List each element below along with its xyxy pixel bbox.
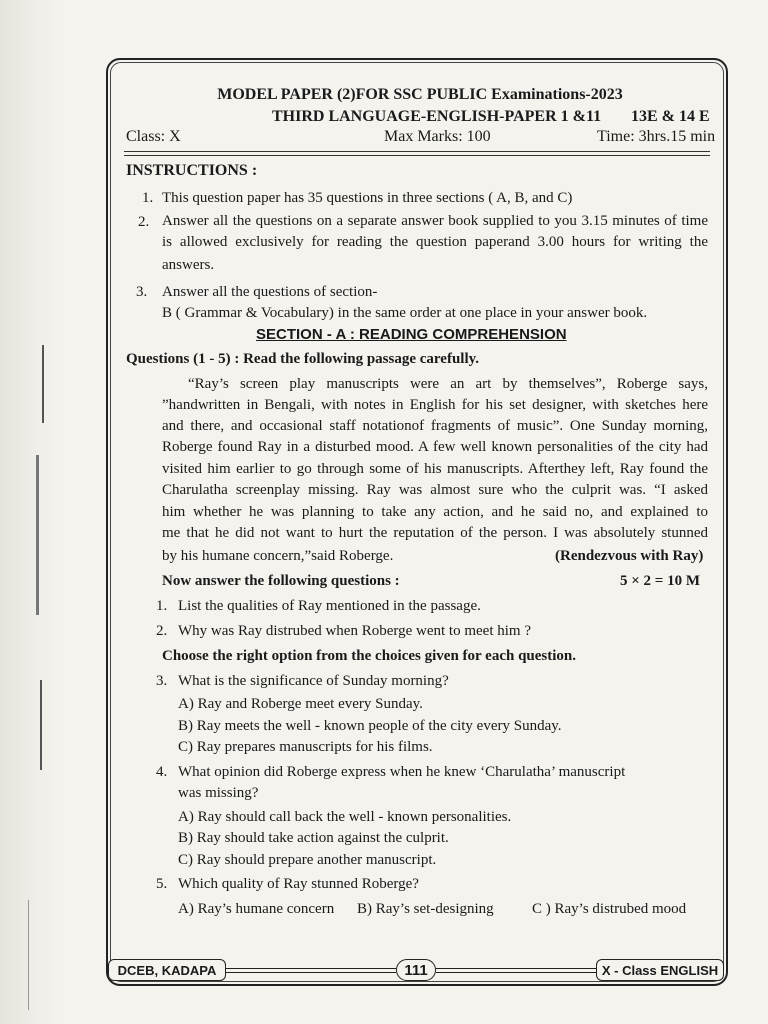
passage-line: ”handwritten in Bengali, with notes in English for his set designer, with sketches here	[162, 397, 708, 413]
max-marks: Max Marks: 100	[384, 128, 491, 145]
paper-subtitle: THIRD LANGUAGE-ENGLISH-PAPER 1 &11	[272, 108, 602, 125]
passage-line: visited him earlier to go through some of his manuscripts. Afterthey left, Ray found the	[162, 461, 708, 477]
question-text: What is the significance of Sunday morning?	[178, 673, 449, 689]
option-a: A) Ray should call back the well - known personalities.	[178, 809, 512, 825]
page-number: 111	[396, 959, 436, 981]
question-number: 3.	[156, 673, 168, 689]
passage-line: Roberge found Ray in a disturbed mood. A few well known personalities of the city had	[162, 439, 708, 455]
instruction-text: Answer all the questions on a separate answer book supplied to you 3.15 minutes of time	[162, 213, 708, 229]
instruction-number: 2.	[138, 214, 150, 230]
answer-instruction: Now answer the following questions :	[162, 573, 400, 589]
question-number: 4.	[156, 764, 168, 780]
footer-publisher: DCEB, KADAPA	[108, 959, 226, 981]
class-label: Class: X	[126, 128, 181, 145]
option-a: A) Ray and Roberge meet every Sunday.	[178, 696, 423, 712]
marks-allocation: 5 × 2 = 10 M	[620, 573, 701, 589]
option-b: B) Ray’s set-designing	[357, 901, 494, 917]
passage-line: Charulatha screenplay missing. Ray was almost sure who the culprit was. “I asked	[162, 482, 708, 498]
header-divider	[124, 155, 710, 156]
passage-line: him whether he was planning to take any action, and he said no, and explained to	[162, 504, 708, 520]
scan-edge	[0, 0, 60, 1024]
instruction-number: 1.	[142, 190, 154, 206]
passage-line: by his humane concern,”said Roberge.	[162, 548, 394, 564]
instruction-text: This question paper has 35 questions in three sections ( A, B, and C)	[162, 190, 573, 206]
passage-line: “Ray’s screen play manuscripts were an art by themselves”, Roberge says,	[188, 376, 708, 392]
option-b: B) Ray should take action against the culprit.	[178, 830, 449, 846]
option-c: C) Ray should prepare another manuscript.	[178, 852, 437, 868]
question-text: Which quality of Ray stunned Roberge?	[178, 876, 419, 892]
header-divider	[124, 151, 710, 152]
instruction-text: Answer all the questions of section-	[162, 284, 378, 300]
paper-title: MODEL PAPER (2)FOR SSC PUBLIC Examinations-2023	[217, 86, 623, 103]
passage-line: and there, and occasional staff notationof fragments of music”. One Sunday morning,	[162, 418, 708, 434]
question-text: What opinion did Roberge express when he knew ‘Charulatha’ manuscript	[178, 764, 626, 780]
option-c: C ) Ray’s distrubed mood	[532, 901, 687, 917]
time-allowed: Time: 3hrs.15 min	[597, 128, 716, 145]
scan-mark	[42, 345, 44, 423]
paper-code: 13E & 14 E	[631, 108, 710, 125]
scan-mark	[40, 680, 42, 770]
scan-mark	[28, 900, 29, 1010]
question-text: List the qualities of Ray mentioned in the passage.	[178, 598, 481, 614]
footer-rule	[436, 968, 596, 973]
instruction-number: 3.	[136, 284, 148, 300]
question-number: 1.	[156, 598, 168, 614]
footer-subject: X - Class ENGLISH	[596, 959, 724, 981]
questions-instruction: Questions (1 - 5) : Read the following passage carefully.	[126, 351, 480, 367]
question-number: 2.	[156, 623, 168, 639]
option-a: A) Ray’s humane concern	[178, 901, 335, 917]
passage-source: (Rendezvous with Ray)	[555, 548, 704, 564]
instruction-text: answers.	[162, 257, 215, 273]
instruction-text: B ( Grammar & Vocabulary) in the same order at one place in your answer book.	[162, 305, 648, 321]
footer-rule	[226, 968, 396, 973]
scan-mark	[36, 455, 39, 615]
option-b: B) Ray meets the well - known people of the city every Sunday.	[178, 718, 562, 734]
instruction-text: is allowed exclusively for reading the question paperand 3.00 hours for writing the	[162, 234, 708, 250]
question-text: was missing?	[178, 785, 259, 801]
section-a-heading: SECTION - A : READING COMPREHENSION	[256, 326, 567, 343]
question-number: 5.	[156, 876, 168, 892]
choose-instruction: Choose the right option from the choices given for each question.	[162, 648, 577, 664]
instructions-heading: INSTRUCTIONS :	[126, 162, 258, 179]
option-c: C) Ray prepares manuscripts for his films.	[178, 739, 433, 755]
question-text: Why was Ray distrubed when Roberge went to meet him ?	[178, 623, 531, 639]
passage-line: me that he did not want to hurt the reputation of the person. I was absolutely stunned	[162, 525, 708, 541]
